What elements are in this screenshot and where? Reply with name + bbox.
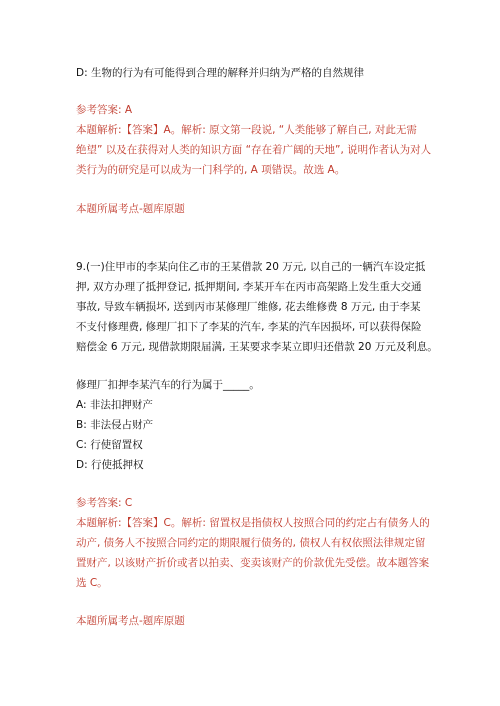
q9-stem-line-5: 赔偿金 6 万元, 现借款期限届满, 王某要求李某立即归还借款 20 万元及利息。 [76,341,438,353]
q9-question: 修理厂扣押李某汽车的行为属于_____。 [76,379,260,391]
q9-option-b: B: 非法侵占财产 [76,419,154,431]
q8-analysis-line-2: 绝望” 以及在获得对人类的知识方面 “存在着广阔的天地”, 说明作者认为对人 [76,144,432,156]
q9-analysis-line-3: 置财产, 以该财产折价或者以拍卖、变卖该财产的价款优先受偿。故本题答案 [76,557,430,569]
q9-option-d: D: 行使抵押权 [76,459,144,471]
q8-source: 本题所属考点-题库原题 [76,203,185,215]
q9-stem-line-4: 不支付修理费, 修理厂扣下了李某的汽车, 李某的汽车因损坏, 可以获得保险 [76,321,422,333]
q8-analysis-line-1: 本题解析:【答案】A。解析: 原文第一段说, “人类能够了解自己, 对此无需 [76,124,417,136]
q9-stem-line-2: 押, 双方办理了抵押登记, 抵押期间, 李某开车在丙市高架路上发生重大交通 [76,281,422,293]
q9-analysis-line-1: 本题解析:【答案】C。解析: 留置权是指债权人按照合同的约定占有债务人的 [76,517,430,529]
q9-analysis-line-2: 动产, 债务人不按照合同约定的期限履行债务的, 债权人有权依照法律规定留 [76,537,426,549]
q9-stem-line-1: 9.(一)住甲市的李某向住乙市的王某借款 20 万元, 以自己的一辆汽车设定抵 [76,261,426,273]
q9-option-a: A: 非法扣押财产 [76,399,153,411]
top-option-d: D: 生物的行为有可能得到合理的解释并归纳为严格的自然规律 [76,67,364,79]
q9-option-c: C: 行使留置权 [76,439,143,451]
q8-answer: 参考答案: A [76,104,133,116]
q9-analysis-line-4: 选 C。 [76,577,108,589]
q9-stem-line-3: 事故, 导致车辆损坏, 送到丙市某修理厂维修, 花去维修费 8 万元, 由于李某 [76,301,421,313]
q9-source: 本题所属考点-题库原题 [76,615,185,627]
q9-answer: 参考答案: C [76,497,133,509]
q8-analysis-line-3: 类行为的研究是可以成为一门科学的, A 项错误。故选 A。 [76,164,346,176]
